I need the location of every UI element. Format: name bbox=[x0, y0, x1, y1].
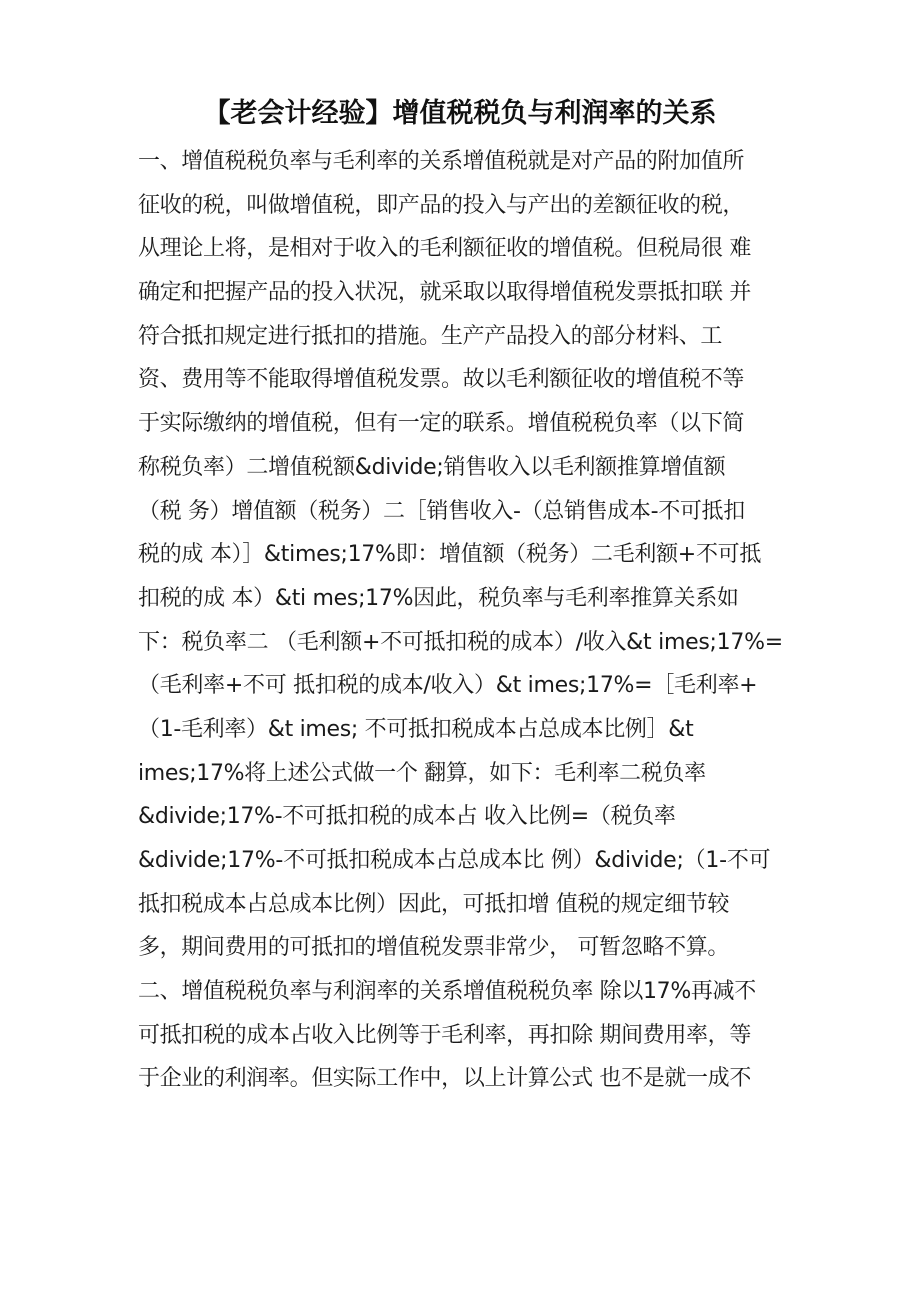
body-text-line: &divide;17%-不可抵扣税成本占总成本比 例）&divide;（1-不可 bbox=[138, 848, 771, 873]
body-text-line: imes;17%将上述公式做一个 翻算，如下：毛利率二税负率 bbox=[138, 760, 706, 786]
body-text-line: 抵扣税成本占总成本比例）因此，可抵扣增 值税的规定细节较 bbox=[138, 891, 729, 917]
body-text-line: 一、增值税税负率与毛利率的关系增值税就是对产品的附加值所 bbox=[138, 149, 745, 174]
body-text-line: 征收的税，叫做增值税，即产品的投入与产出的差额征收的税， bbox=[138, 192, 745, 218]
body-text-line: 下：税负率二 （毛利额+不可抵扣税的成本）/收入&t imes;17%= bbox=[138, 629, 783, 655]
body-text-line: 于企业的利润率。但实际工作中，以上计算公式 也不是就一成不 bbox=[138, 1066, 751, 1092]
body-text-line: （1-毛利率）&t imes; 不可抵扣税成本占总成本比例］&t bbox=[138, 716, 694, 742]
body-text-line: 符合抵扣规定进行抵扣的措施。生产产品投入的部分材料、工 bbox=[138, 323, 723, 349]
body-text-line: 确定和把握产品的投入状况，就采取以取得增值税发票抵扣联 并 bbox=[138, 280, 751, 306]
document-body bbox=[138, 140, 798, 1101]
body-text-line: （毛利率+不可 抵扣税的成本/收入）&t imes;17%=［毛利率+ bbox=[138, 673, 758, 699]
body-text-line: &divide;17%-不可抵扣税的成本占 收入比例=（税负率 bbox=[138, 804, 676, 830]
body-text-line: 税的成 本）］&times;17%即：增值额（税务）二毛利额+不可抵 bbox=[138, 542, 762, 568]
body-text-line: 扣税的成 本）&ti mes;17%因此，税负率与毛利率推算关系如 bbox=[138, 585, 739, 611]
body-text-line: 称税负率）二增值税额&divide;销售收入以毛利额推算增值额 bbox=[138, 454, 726, 480]
body-text-line: 多，期间费用的可抵扣的增值税发票非常少， 可暂忽略不算。 bbox=[138, 935, 729, 961]
body-text-line: （税 务）增值额（税务）二［销售收入-（总销售成本-不可抵扣 bbox=[138, 498, 745, 524]
body-text-line: 可抵扣税的成本占收入比例等于毛利率，再扣除 期间费用率，等 bbox=[138, 1022, 751, 1048]
body-text-line: 二、增值税税负率与利润率的关系增值税税负率 除以17%再减不 bbox=[138, 979, 756, 1005]
body-text-line: 于实际缴纳的增值税，但有一定的联系。增值税税负率（以下简 bbox=[138, 411, 745, 437]
document-title: 【老会计经验】增值税税负与利润率的关系 bbox=[203, 98, 717, 129]
body-text-line: 从理论上将，是相对于收入的毛利额征收的增值税。但税局很 难 bbox=[138, 236, 751, 262]
body-text-line: 资、费用等不能取得增值税发票。故以毛利额征收的增值税不等 bbox=[138, 367, 745, 393]
